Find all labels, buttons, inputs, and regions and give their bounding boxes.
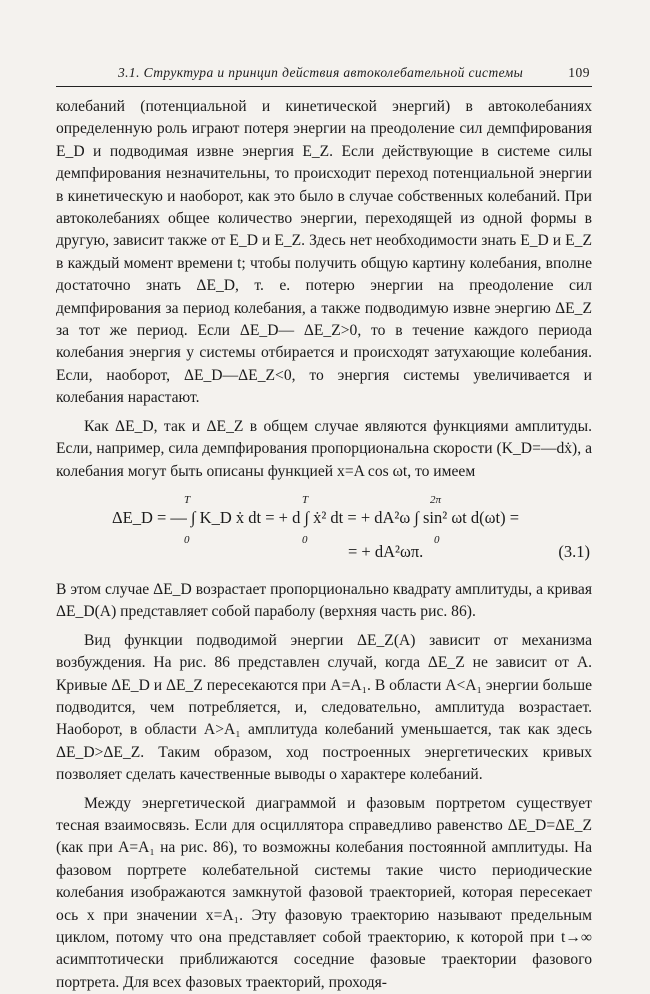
page-number: 109: [568, 65, 590, 80]
paragraph-4-text: Вид функции подводимой энергии ΔE_Z(A) зависит от механизма возбуждения. На рис. 86 представлен случай, когда ΔE_Z не зависит от A. Кривые ΔE_D и ΔE_Z пересекаются при A=A₁. В области A<A₁ энергии больше подводится, чем потребляется, и, следовательно, амплитуда возрастает. Наоборот, в области A>A₁ амплитуда колебаний уменьшается, так как здесь ΔE_D>ΔE_Z. Таким образом, ход построенных энергетических кривых позволяет сделать качественные выводы о характере колебаний.: [56, 631, 592, 784]
paragraph-2-text: Как ΔE_D, так и ΔE_Z в общем случае являются функциями амплитуды. Если, например, сила демпфирования пропорциональна скорости (K_D=—dẋ), а колебания могут быть описаны функцией x=A cos ωt, то имеем: [56, 417, 592, 480]
equation-line-2: = + dA²ωπ.: [348, 541, 424, 561]
page-body: [56, 96, 592, 994]
integral-2-upper-limit: T: [302, 493, 309, 506]
paragraph-1: [56, 96, 592, 410]
paragraph-4: [56, 630, 592, 787]
paragraph-3-text: В этом случае ΔE_D возрастает пропорционально квадрату амплитуды, а кривая ΔE_D(A) представляет собой параболу (верхняя часть рис. 86).: [56, 580, 592, 621]
paragraph-5-text: Между энергетической диаграммой и фазовым портретом существует тесная взаимосвязь. Если для осциллятора справедливо равенство ΔE_D=ΔE_Z (как при A=A₁ на рис. 86), то возможны колебания постоянной амплитуды. На фазовом портрете колебательной системы такие чисто периодические колебания изображаются замкнутой фазовой траекторией, которая пересекает ось x при значении x=A₁. Эту фазовую траекторию называют предельным циклом, потому что она представляет собой траекторию, к которой при t→∞ асимптотически приближаются соседние фазовые траектории фазового портрета. Для всех фазовых траекторий, проходя-: [56, 794, 592, 991]
integral-3-upper-limit: 2π: [430, 493, 442, 506]
running-header: [56, 62, 592, 87]
equation-number: (3.1): [558, 541, 590, 561]
integral-1-upper-limit: T: [184, 493, 191, 506]
paragraph-5: [56, 793, 592, 994]
paragraph-3: [56, 579, 592, 624]
equation-3-1: [56, 489, 592, 573]
running-title: 3.1. Структура и принцип действия автоколебательной системы: [118, 65, 524, 80]
integral-1-lower-limit: 0: [184, 533, 190, 546]
integral-3-lower-limit: 0: [434, 533, 440, 546]
equation-line-1: ΔE_D = — ∫ K_D ẋ dt = + d ∫ ẋ² dt = + dA²ω ∫ sin² ωt d(ωt) =: [112, 507, 519, 527]
paragraph-2: [56, 416, 592, 483]
paragraph-1-text: колебаний (потенциальной и кинетической энергий) в автоколебаниях определенную роль играют потеря энергии на преодоление сил демпфирования E_D и подводимая извне энергия E_Z. Если действующие в системе силы демпфирования незначительны, то происходит переход потенциальной энергии в кинетическую и наоборот, как это было в случае собственных колебаний. При автоколебаниях общее количество энергии, переходящей из одной формы в другую, зависит также от E_D и E_Z. Здесь нет необходимости знать E_D и E_Z в каждый момент времени t; чтобы получить общую картину колебания, вполне достаточно знать ΔE_D, т. е. потерю энергии на преодоление сил демпфирования за период колебания, а также подводимую извне энергию ΔE_Z за тот же период. Если ΔE_D— ΔE_Z>0, то в течение каждого периода колебания энергия у системы отбирается и происходят затухающие колебания. Если, наоборот, ΔE_D—ΔE_Z<0, то энергия системы увеличивается и колебания нарастают.: [56, 98, 592, 407]
integral-2-lower-limit: 0: [302, 533, 308, 546]
